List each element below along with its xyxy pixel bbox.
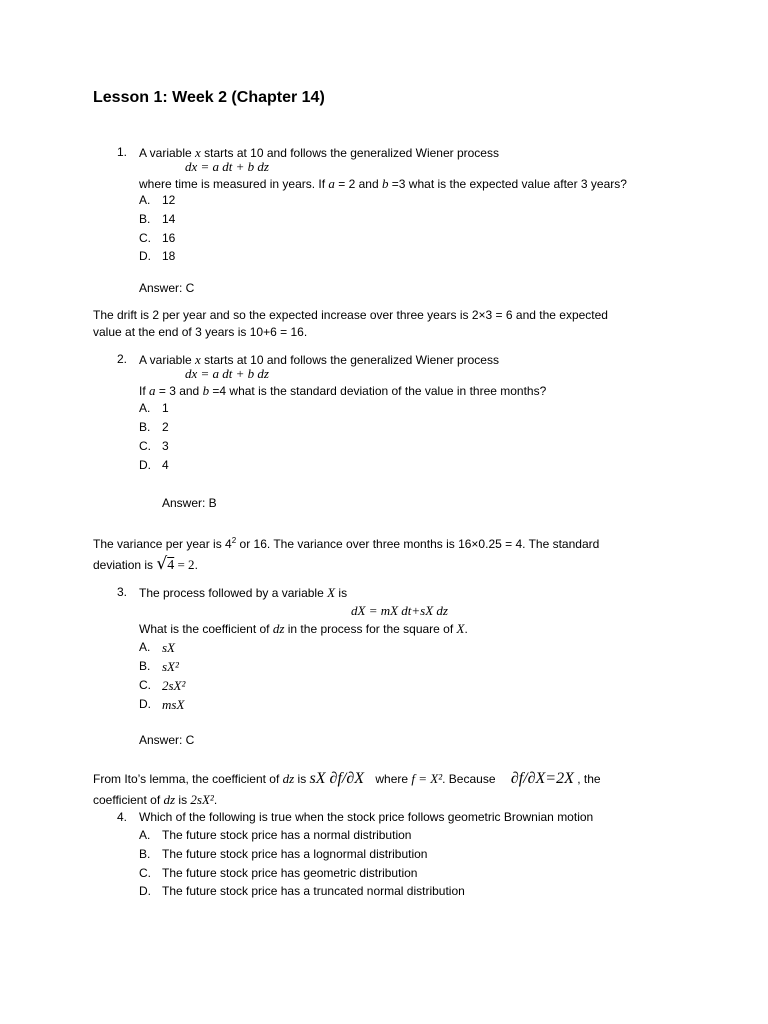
q1-option-text: 16 [162,231,176,245]
q2-number: 2. [117,352,128,366]
q1-explanation: value at the end of 3 years is 10+6 = 16. [93,325,308,339]
q2-option-letter: C. [139,439,151,453]
q1-number: 1. [117,145,128,159]
q1-explanation: The drift is 2 per year and so the expected increase over three years is 2×3 = 6 and the expected [93,308,608,322]
q3-number: 3. [117,585,128,599]
q2-explanation: The variance per year is $4^2$ or 16. The variance over three months is 16×0.25 = 4. The standard [93,536,600,551]
page-title: Lesson 1: Week 2 (Chapter 14) [93,89,325,106]
q1-equation: dx = a dt + b dz [185,159,269,174]
q1-option-text: 14 [162,212,176,226]
q4-number: 4. [117,810,128,824]
q2-option-text: 4 [162,458,169,472]
q1-option-letter: A. [139,193,151,207]
q1-text-line2: where time is measured in years. If a = 2 and b =3 what is the expected value after 3 years? [139,176,627,191]
q3-explanation: From Ito’s lemma, the coefficient of dz is sX ∂f/∂X where f = X². Because ∂f/∂X=2X , the [93,770,601,787]
q1-text: A variable x starts at 10 and follows the generalized Wiener process [139,145,499,160]
q2-option-letter: D. [139,458,151,472]
q4-option-letter: C. [139,866,151,880]
q2-option-letter: B. [139,420,151,434]
q3-explanation: coefficient of dz is 2sX². [93,792,218,807]
q2-equation: dx = a dt + b dz [185,366,269,381]
q3-option-letter: D. [139,697,151,711]
q1-option-letter: B. [139,212,151,226]
q4-option-letter: A. [139,828,151,842]
q3-option-letter: C. [139,678,151,692]
q2-option-text: 2 [162,420,169,434]
q4-option-text: The future stock price has a lognormal distribution [162,847,428,861]
q2-explanation: deviation is √4 = 2. [93,554,198,574]
q1-answer: Answer: C [139,281,195,295]
q3-text: The process followed by a variable X is [139,585,348,600]
q3-option-text: sX² [162,659,179,674]
q3-option-text: msX [162,697,185,712]
q3-option-text: 2sX² [162,678,186,693]
q1-option-letter: C. [139,231,151,245]
q2-answer: Answer: B [162,496,217,510]
q2-option-text: 3 [162,439,169,453]
q1-option-text: 18 [162,249,176,263]
q4-option-text: The future stock price has a truncated normal distribution [162,884,465,898]
q2-text-line2: If a = 3 and b =4 what is the standard deviation of the value in three months? [139,383,547,398]
q2-option-text: 1 [162,401,169,415]
q1-option-letter: D. [139,249,151,263]
q3-text-line2: What is the coefficient of dz in the process for the square of X. [139,621,468,636]
q4-option-text: The future stock price has geometric distribution [162,866,418,880]
q3-option-letter: A. [139,640,151,654]
q1-option-text: 12 [162,193,176,207]
q3-option-letter: B. [139,659,151,673]
q4-option-letter: B. [139,847,151,861]
q3-equation: dX = mX dt+sX dz [351,603,448,618]
q4-option-text: The future stock price has a normal distribution [162,828,412,842]
sqrt-symbol: √ [156,554,168,574]
q4-text: Which of the following is true when the stock price follows geometric Brownian motion [139,810,594,824]
q3-answer: Answer: C [139,733,195,747]
q2-option-letter: A. [139,401,151,415]
q2-text: A variable x starts at 10 and follows the generalized Wiener process [139,352,499,367]
q4-option-letter: D. [139,884,151,898]
q3-option-text: sX [162,640,175,655]
